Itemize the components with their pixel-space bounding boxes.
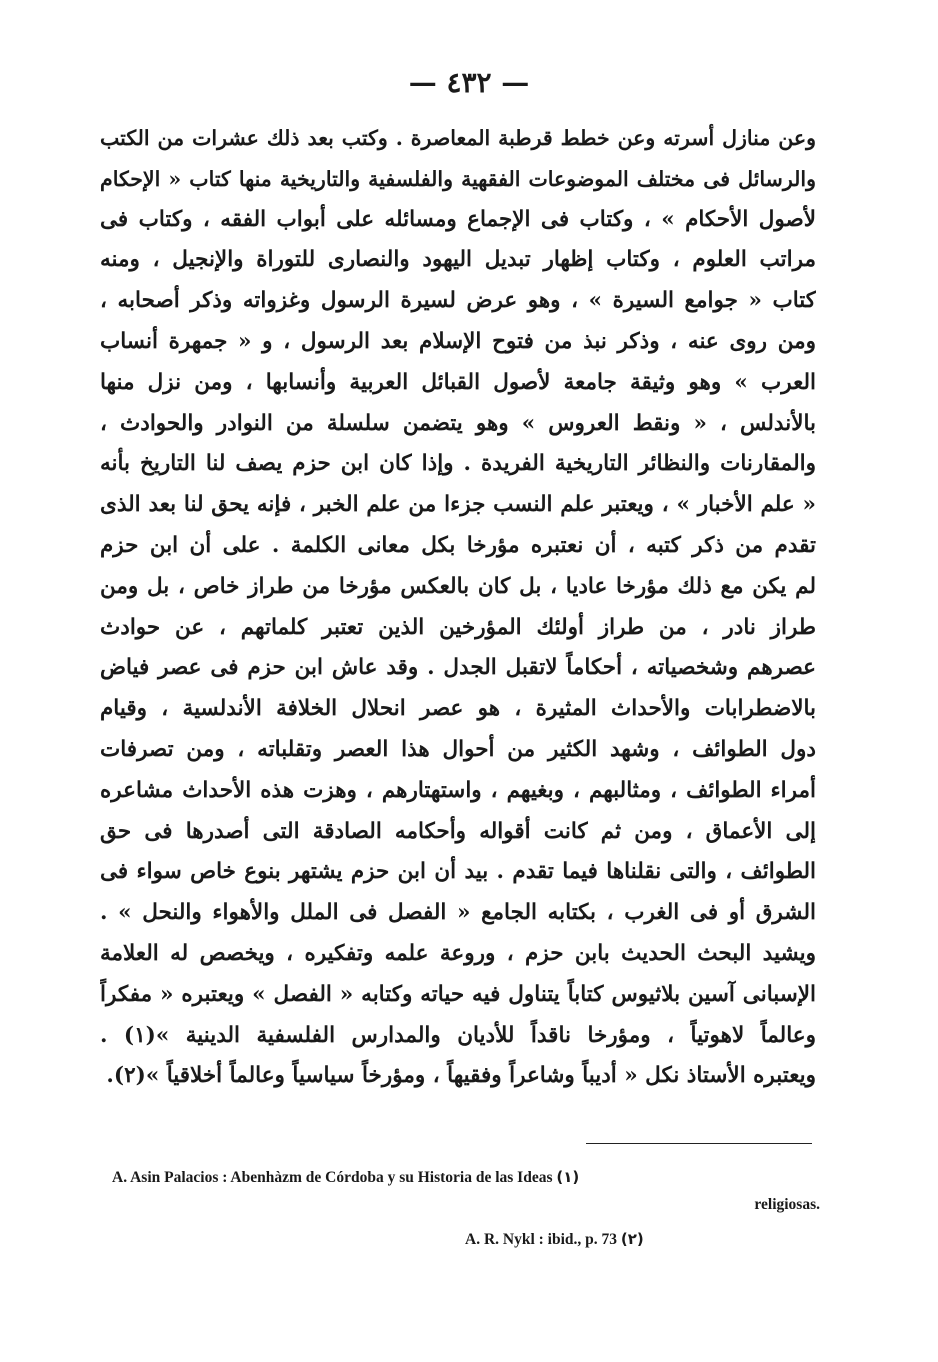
text-line: ويعتبره الأستاذ نكل « أديباً وشاعراً وفقيهاً ، ومؤرخاً سياسياً وعالماً أخلاقياً »(٢).	[106, 1063, 816, 1089]
text-line: « علم الأخبار » ، ويعتبر علم النسب جزءا من علم الخبر ، فإنه يحق لنا بعد الذى	[100, 492, 816, 518]
footnote-1-text: A. Asin Palacios : Abenhàzm de Córdoba y su Historia de las Ideas	[112, 1169, 553, 1186]
text-line: أمراء الطوائف ، ومثالبهم ، وبغيهم ، واستهتارهم ، وهزت هذه الأحداث مشاعره	[100, 777, 816, 803]
footnote-divider	[586, 1143, 812, 1144]
text-line: والرسائل فى مختلف الموضوعات الفقهية والفلسفية والتاريخية منها كتاب « الإحكام	[100, 166, 816, 191]
text-line: الإسبانى آسين بلاثيوس كتاباً يتناول فيه حياته وكتابه « الفصل » ويعتبره « مفكراً	[100, 981, 816, 1007]
text-line: وعالماً لاهوتياً ، ومؤرخا ناقداً للأديان والمدارس الفلسفية الدينية »(١) .	[100, 1022, 816, 1048]
page-number: — ٤٣٢ —	[408, 66, 530, 99]
text-line: وعن منازل أسرته وعن خطط قرطبة المعاصرة . وكتب بعد ذلك عشرات من الكتب	[100, 126, 816, 150]
footnote-1-continuation: religiosas.	[754, 1196, 820, 1213]
text-line: لم يكن مع ذلك مؤرخا عاديا ، بل كان بالعكس مؤرخا من طراز خاص ، بل ومن	[100, 573, 816, 599]
text-line: مراتب العلوم ، وكتاب إظهار تبديل اليهود والنصارى للتوراة والإنجيل ، ومنه	[100, 247, 816, 273]
text-line: بالأندلس ، « ونقط العروس » وهو يتضمن سلسلة من النوادر والحوادث ،	[100, 410, 816, 436]
text-line: كتاب « جوامع السيرة » ، وهو عرض لسيرة الرسول وغزواته وذكر أصحابه ،	[100, 288, 816, 314]
text-line: والمقارنات والنظائر التاريخية الفريدة . وإذا كان ابن حزم يصف لنا التاريخ بأنه	[100, 451, 816, 477]
text-line: بالاضطرابات والأحداث المثيرة ، هو عصر انحلال الخلافة الأندلسية ، وقيام	[100, 696, 816, 722]
text-line: دول الطوائف ، وشهد الكثير من أحوال هذا العصر وتقلباته ، ومن تصرفات	[100, 736, 816, 762]
text-line: تقدم من ذكر كتبه ، أن نعتبره مؤرخا بكل معانى الكلمة . على أن ابن حزم	[100, 532, 816, 558]
text-line: عصرهم وشخصياته ، أحكاماً لاتقبل الجدل . وقد عاش ابن حزم فى عصر فياض	[100, 655, 816, 681]
footnote-1-marker: (١)	[556, 1168, 580, 1186]
footnote-1	[112, 1168, 579, 1187]
text-line: ومن روى عنه ، وذكر نبذ من فتوح الإسلام بعد الرسول ، و « جمهرة أنساب	[100, 328, 816, 354]
text-line: ويشيد البحث الحديث بابن حزم ، وروعة علمه وتفكيره ، ويخصص له العلامة	[100, 940, 816, 966]
text-line: العرب » وهو وثيقة جامعة لأصول القبائل العربية وأنسابها ، ومن نزل منها	[100, 369, 816, 395]
text-line: إلى الأعماق ، ومن ثم كانت أقواله وأحكامه الصادقة التى أصدرها فى حق	[100, 818, 816, 844]
footnote-2	[465, 1230, 644, 1249]
text-line: طراز نادر ، من طراز أولئك المؤرخين الذين تعتبر كلماتهم ، عن حوادث	[100, 614, 816, 640]
footnote-2-marker: (٢)	[620, 1230, 644, 1248]
text-line: لأصول الأحكام » ، وكتاب فى الإجماع ومسائله على أبواب الفقه ، وكتاب فى	[100, 206, 816, 232]
footnote-2-text: A. R. Nykl : ibid., p. 73	[465, 1231, 618, 1248]
body-text	[100, 118, 816, 1097]
text-line: الشرق أو فى الغرب ، بكتابه الجامع « الفصل فى الملل والأهواء والنحل » .	[100, 900, 816, 926]
text-line: الطوائف ، والتى نقلناها فيما تقدم . بيد أن ابن حزم يشتهر بنوع خاص سواء فى	[100, 859, 816, 885]
